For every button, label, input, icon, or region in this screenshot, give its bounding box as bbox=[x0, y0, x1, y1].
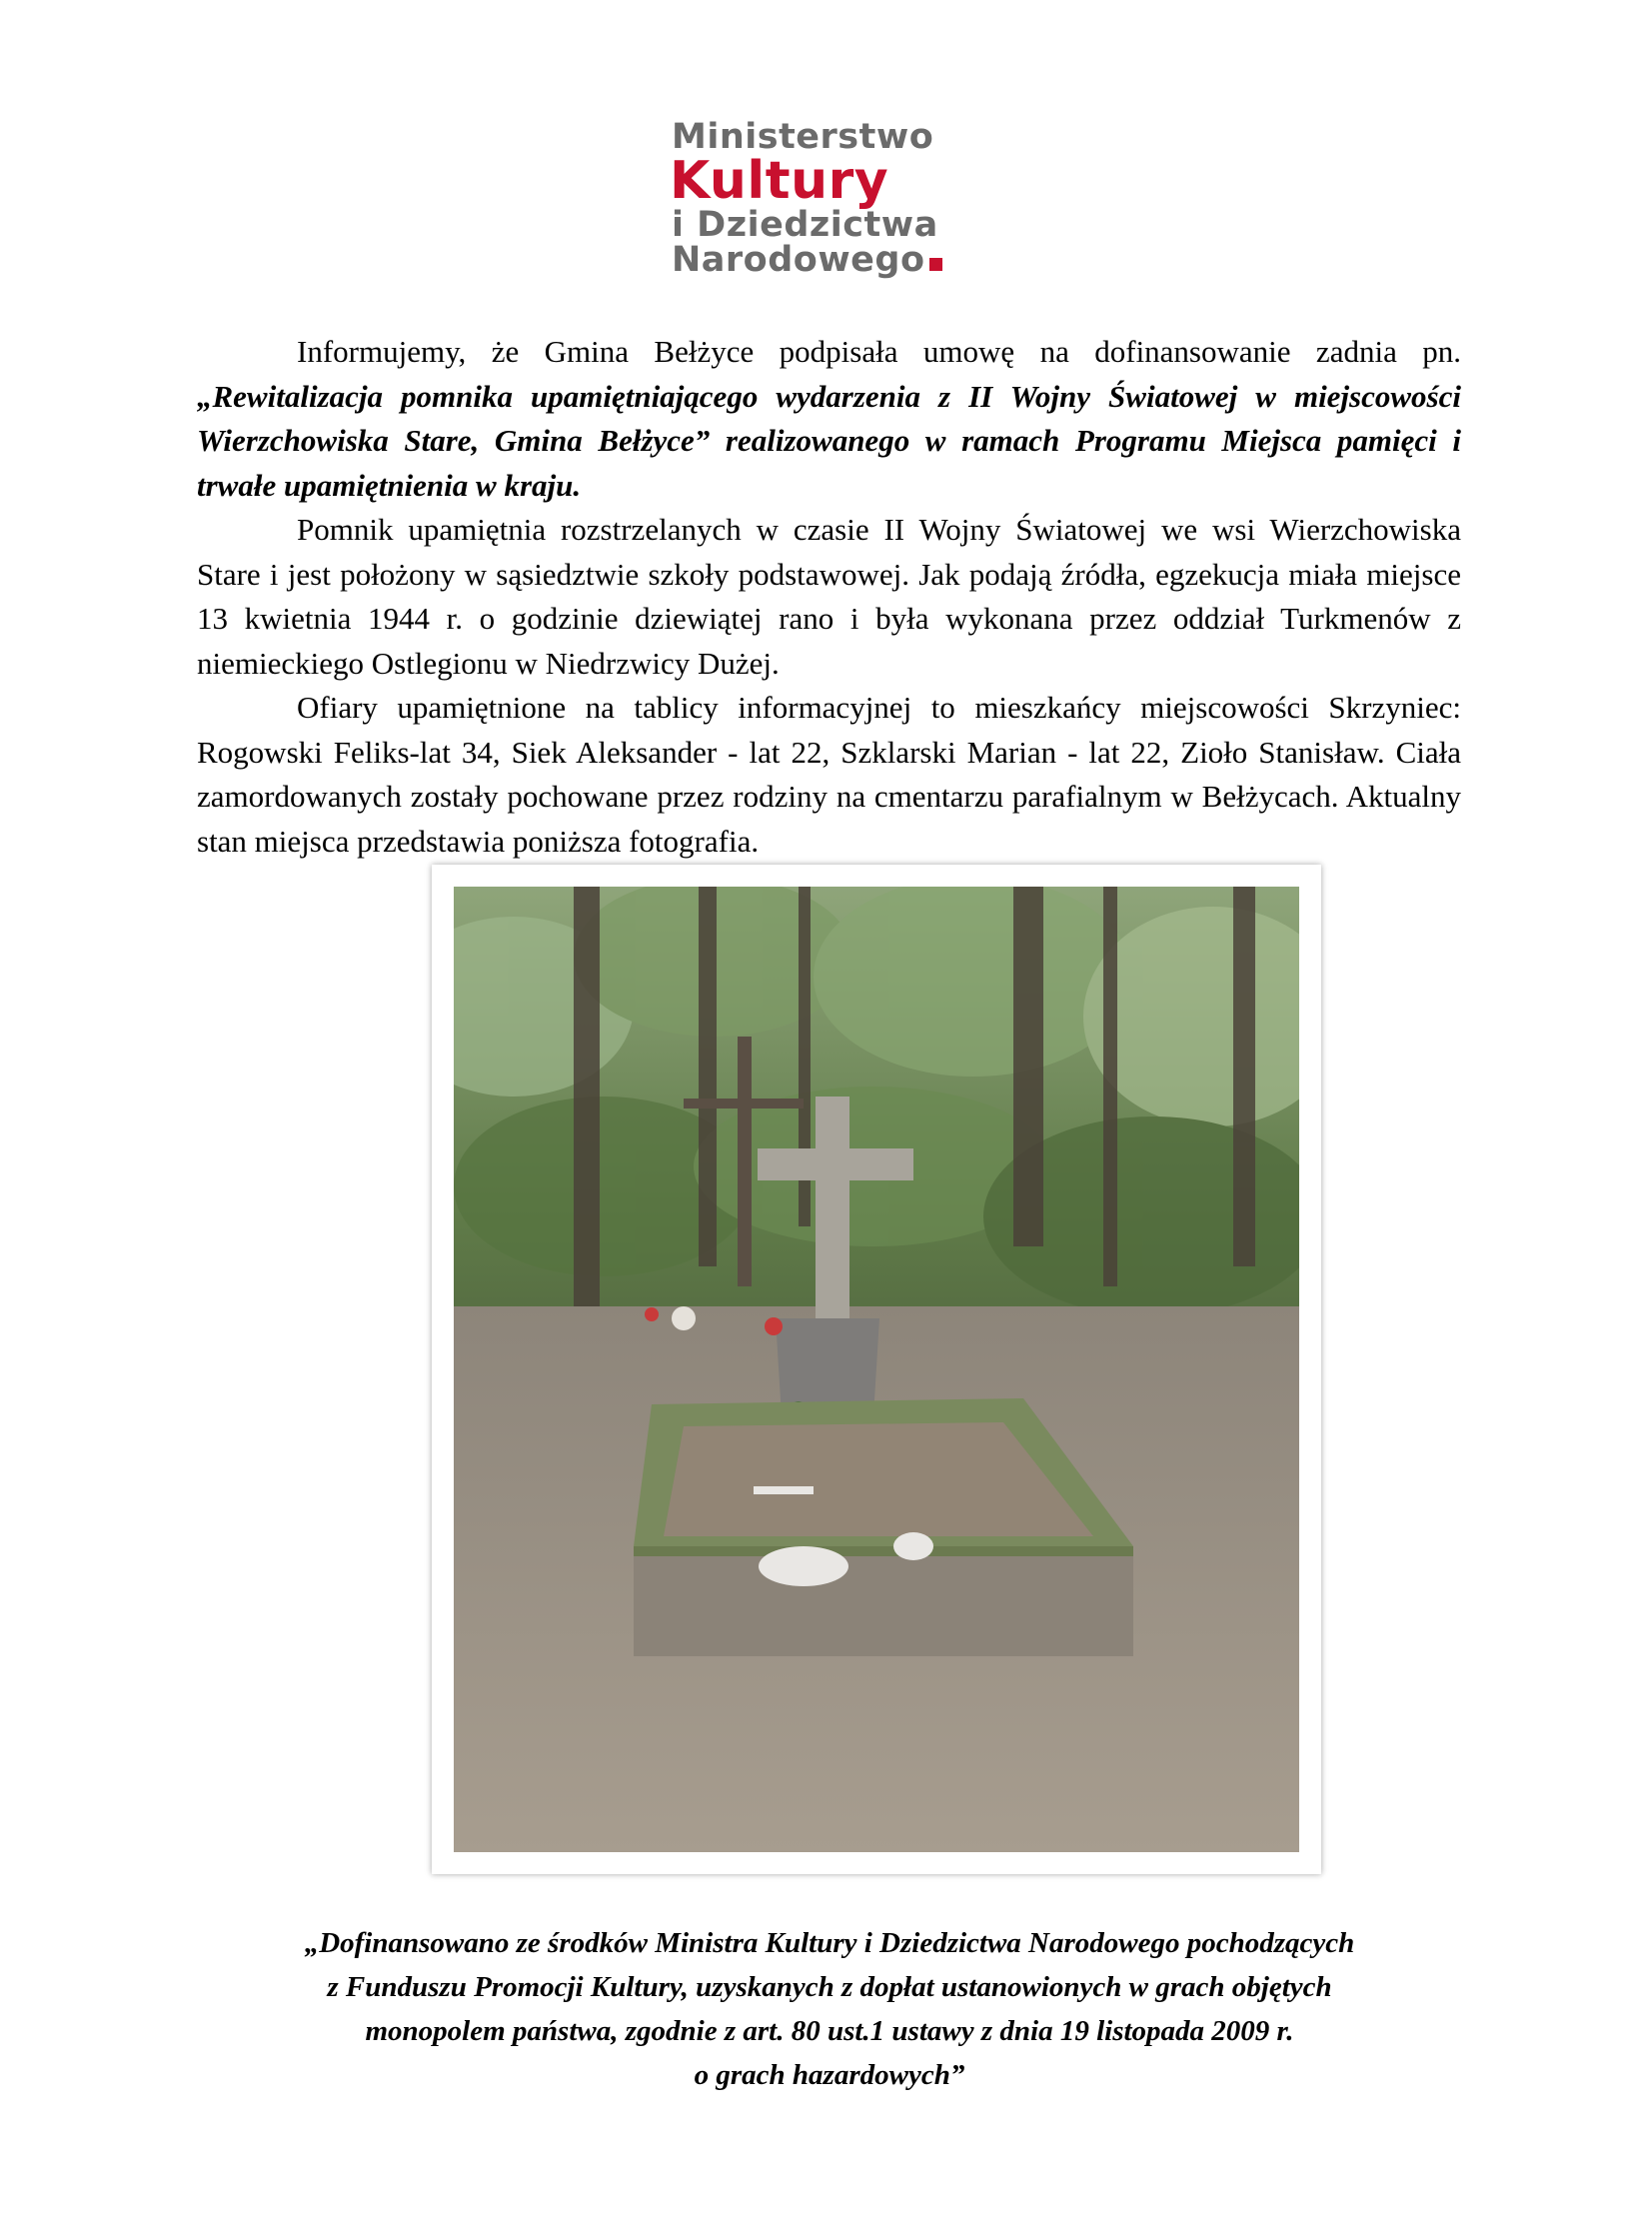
paragraph-3: Ofiary upamiętnione na tablicy informacyjnej to mieszkańcy miejscowości Skrzyniec: Rogowski Feliks-lat 34, Siek Aleksander - lat 22, Szklarski Marian - lat 22, Zioło Stanisław. Ciała zamordowanych zostały pochowane przez rodziny na cmentarzu parafialnym w Bełżycach. Aktualny stan miejsca przedstawia poniższa fotografia. bbox=[197, 690, 1461, 859]
program-name: realizowanego w ramach Programu Miejsca pamięci i trwałe upamiętnienia w kraju. bbox=[197, 423, 1461, 503]
ministry-logo bbox=[670, 117, 991, 281]
funding-note-line-1: „Dofinansowano ze środków Ministra Kultury i Dziedzictwa Narodowego pochodzących bbox=[304, 1927, 1355, 1959]
funding-note-line-3: monopolem państwa, zgodnie z art. 80 ust.1 ustawy z dnia 19 listopada 2009 r. bbox=[365, 2015, 1294, 2047]
task-title: „Rewitalizacja pomnika upamiętniającego wydarzenia z II Wojny Światowej w miejscowości Wierzchowiska Stare, Gmina Bełżyce” bbox=[197, 378, 1461, 458]
memorial-photo-frame bbox=[432, 865, 1321, 1874]
funding-note-line-2: z Funduszu Promocji Kultury, uzyskanych z dopłat ustanowionych w grach objętych bbox=[327, 1971, 1332, 2003]
memorial-photo bbox=[454, 887, 1299, 1852]
funding-note bbox=[160, 1921, 1499, 2097]
paragraph-2: Pomnik upamiętnia rozstrzelanych w czasie II Wojny Światowej we wsi Wierzchowiska Stare i jest położony w sąsiedztwie szkoły podstawowej. Jak podają źródła, egzekucja miała miejsce 13 kwietnia 1944 r. o godzinie dziewiątej rano i była wykonana przez oddział Turkmenów z niemieckiego Ostlegionu w Niedrzwicy Dużej. bbox=[197, 512, 1461, 681]
logo-line-ministerstwo: Ministerstwo bbox=[672, 117, 934, 157]
document-body bbox=[197, 330, 1461, 864]
logo-red-square bbox=[929, 258, 942, 271]
logo-line-narodowego: Narodowego bbox=[672, 243, 991, 278]
logo-line-dziedzictwa: i Dziedzictwa bbox=[672, 205, 938, 246]
paragraph-1: Informujemy, że Gmina Bełżyce podpisała umowę na dofinansowanie zadnia pn. „Rewitalizacja pomnika upamiętniającego wydarzenia z II Wojny Światowej w miejscowości Wierzchowiska Stare, Gmina Bełżyce” realizowanego w ramach Programu Miejsca pamięci i trwałe upamiętnienia w kraju. bbox=[197, 334, 1461, 503]
logo-line-kultury: Kultury bbox=[670, 151, 889, 211]
funding-note-line-4: o grach hazardowych” bbox=[694, 2059, 965, 2091]
